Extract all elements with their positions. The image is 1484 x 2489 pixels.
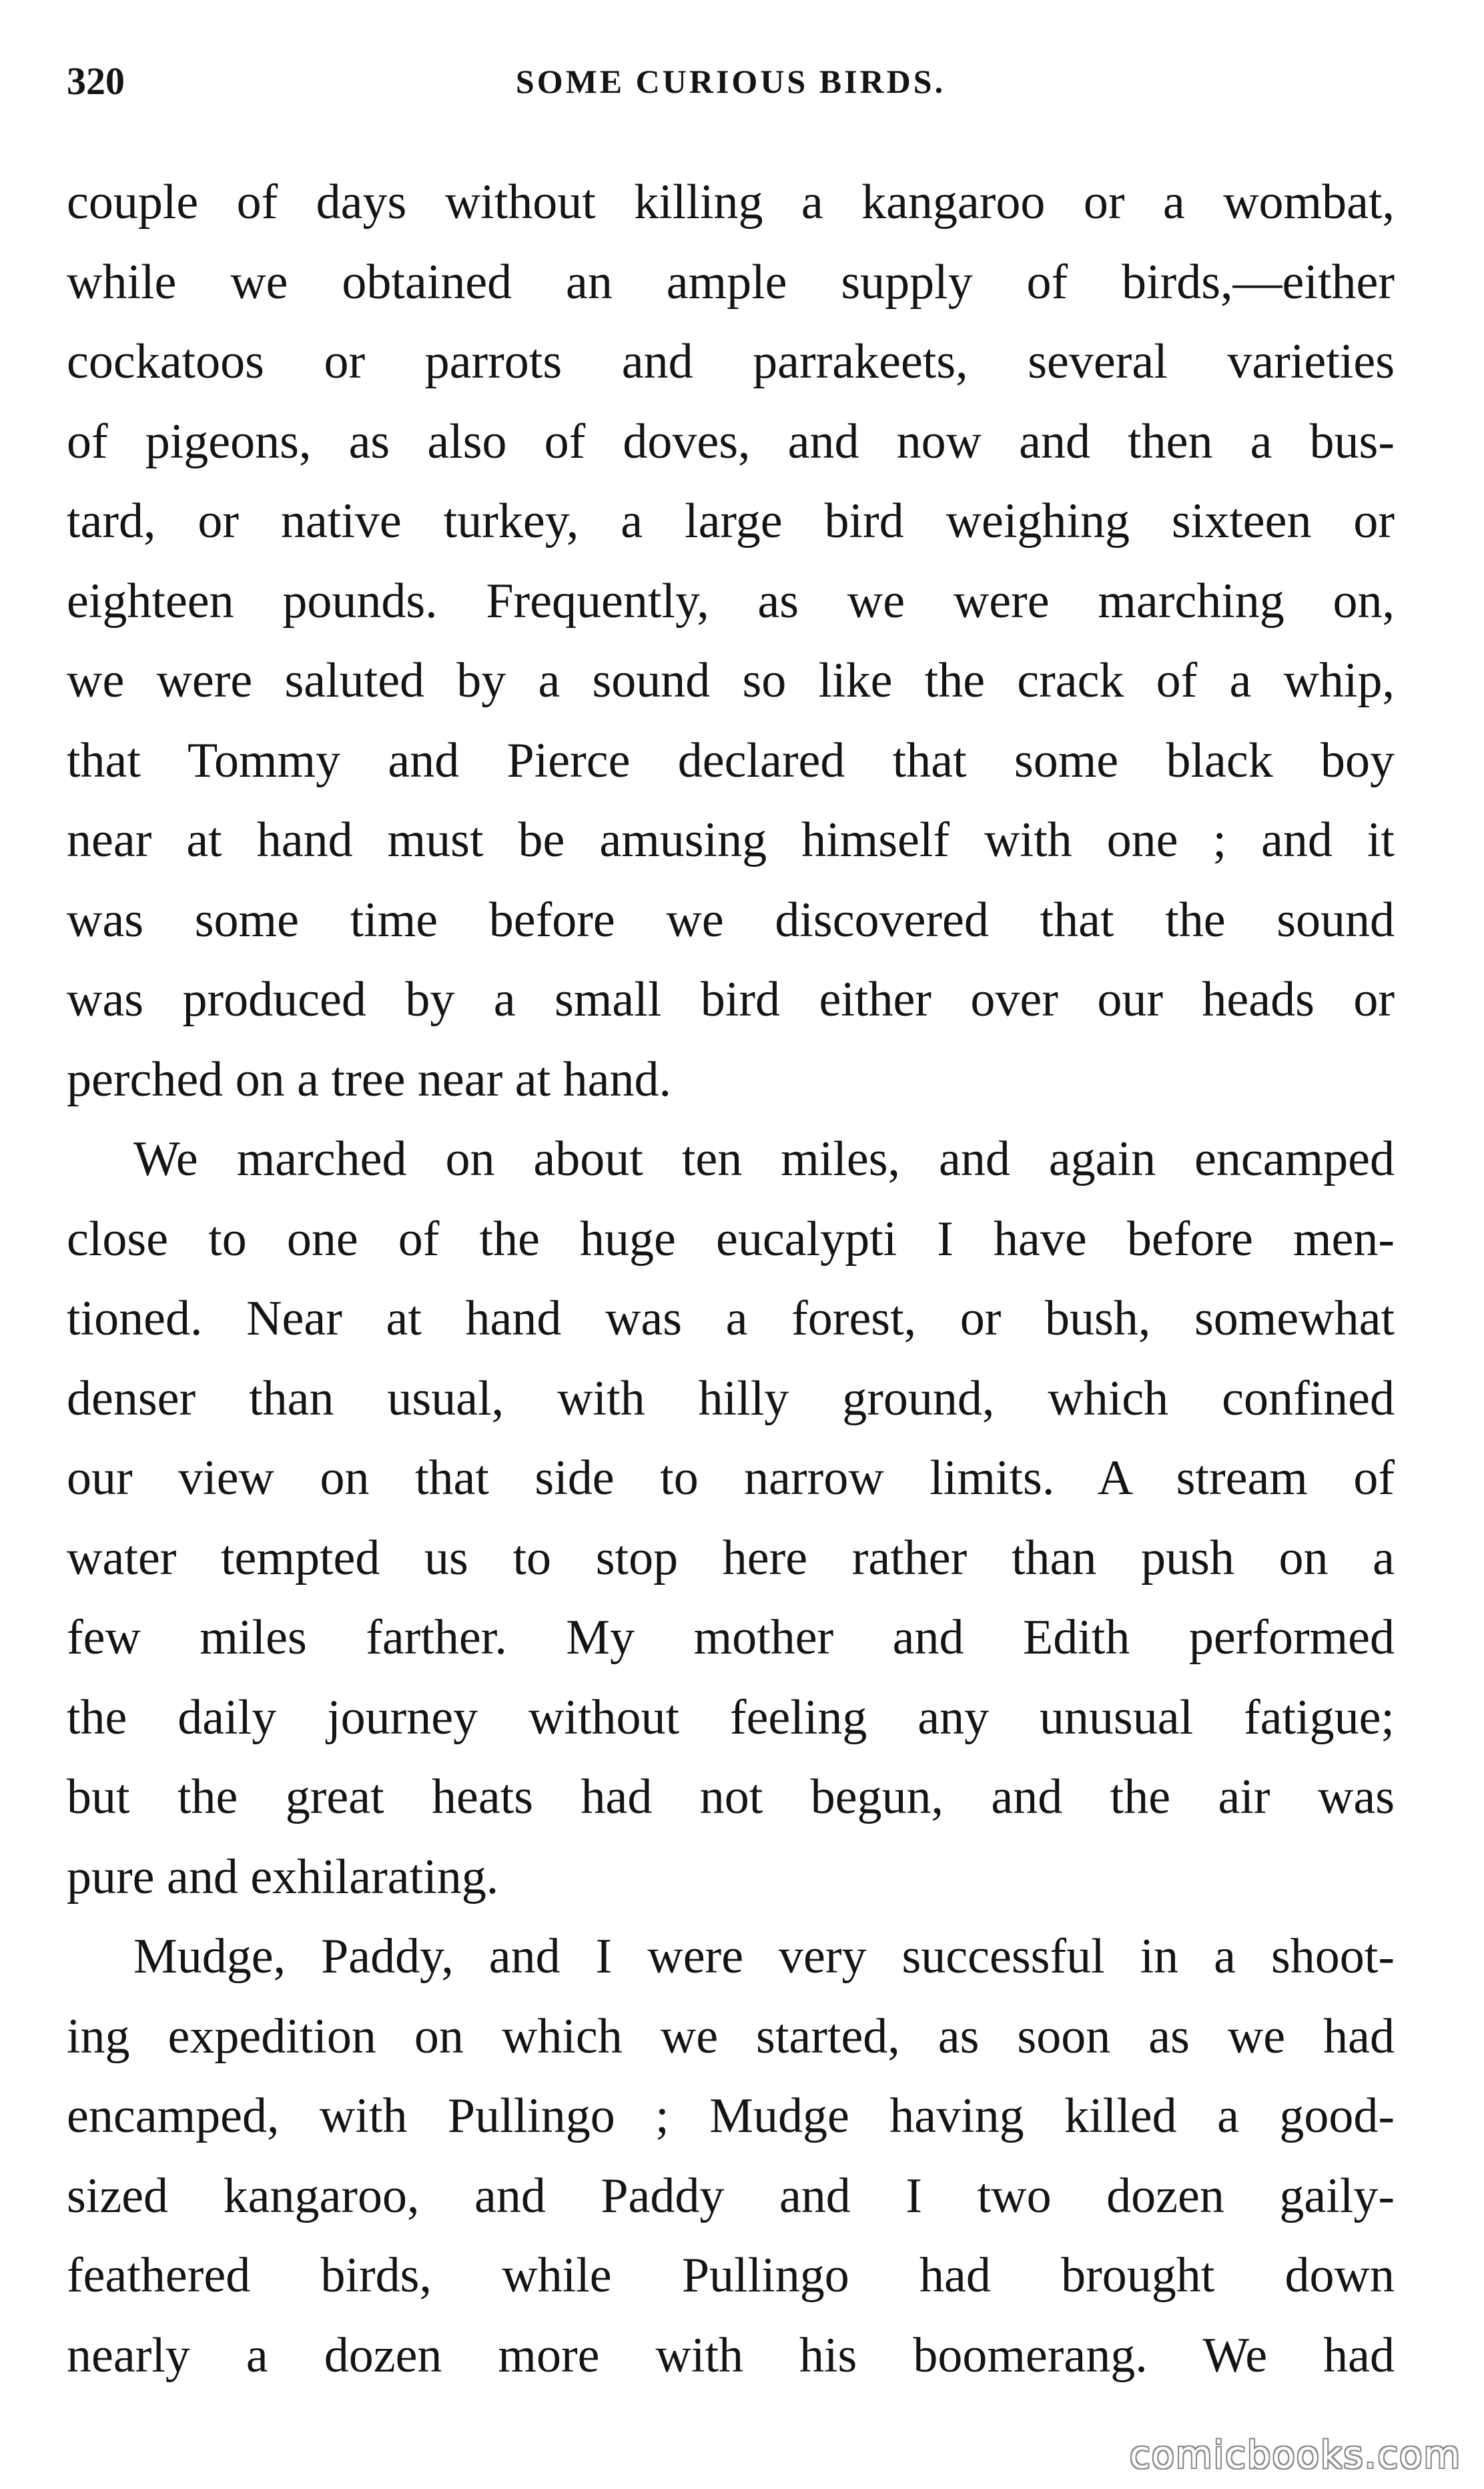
text-line: ing expedition on which we started, as soon as we had (67, 2009, 1395, 2064)
text-line: Mudge, Paddy, and I were very successful in a shoot- (133, 1929, 1395, 1984)
text-line: perched on a tree near at hand. (67, 1052, 671, 1107)
text-line: sized kangaroo, and Paddy and I two dozen gaily- (67, 2168, 1395, 2223)
paragraph-1 (67, 163, 1395, 1120)
text-line: was some time before we discovered that the sound (67, 892, 1395, 948)
text-line: tard, or native turkey, a large bird weighing sixteen or (67, 494, 1395, 549)
text-line: that Tommy and Pierce declared that some black boy (67, 733, 1395, 788)
text-line: close to one of the huge eucalypti I have before men- (67, 1211, 1395, 1267)
text-line: tioned. Near at hand was a forest, or bush, somewhat (67, 1291, 1395, 1346)
watermark: comicbooks.com (1129, 2434, 1461, 2477)
text-line: eighteen pounds. Frequently, as we were marching on, (67, 573, 1395, 629)
text-line: nearly a dozen more with his boomerang. We had (67, 2328, 1395, 2383)
paragraph-2 (67, 1120, 1395, 1917)
page-number: 320 (67, 59, 125, 103)
paragraph-3 (67, 1917, 1395, 2396)
text-line: our view on that side to narrow limits. A stream of (67, 1451, 1395, 1505)
text-line: but the great heats had not begun, and the air was (67, 1770, 1395, 1824)
text-line: was produced by a small bird either over our heads or (67, 972, 1395, 1027)
text-line: the daily journey without feeling any unusual fatigue; (67, 1690, 1395, 1745)
text-line: denser than usual, with hilly ground, which confined (67, 1371, 1395, 1426)
text-line: pure and exhilarating. (67, 1849, 499, 1904)
text-line: of pigeons, as also of doves, and now and then a bus- (67, 414, 1395, 469)
text-line: cockatoos or parrots and parrakeets, several varieties (67, 334, 1395, 389)
text-line: We marched on about ten miles, and again encamped (133, 1132, 1395, 1186)
running-head: SOME CURIOUS BIRDS. (515, 63, 946, 100)
text-line: few miles farther. My mother and Edith performed (67, 1610, 1395, 1665)
text-line: near at hand must be amusing himself with one ; and it (67, 813, 1395, 867)
text-line: we were saluted by a sound so like the crack of a whip, (67, 653, 1395, 708)
text-line: couple of days without killing a kangaroo or a wombat, (67, 175, 1395, 230)
page-header (67, 55, 1395, 108)
text-line: encamped, with Pullingo ; Mudge having killed a good- (67, 2089, 1395, 2143)
text-line: while we obtained an ample supply of birds,—either (67, 254, 1395, 310)
text-line: feathered birds, while Pullingo had brought down (67, 2248, 1395, 2303)
body-text (67, 163, 1395, 2396)
text-line: water tempted us to stop here rather than push on a (67, 1530, 1395, 1585)
